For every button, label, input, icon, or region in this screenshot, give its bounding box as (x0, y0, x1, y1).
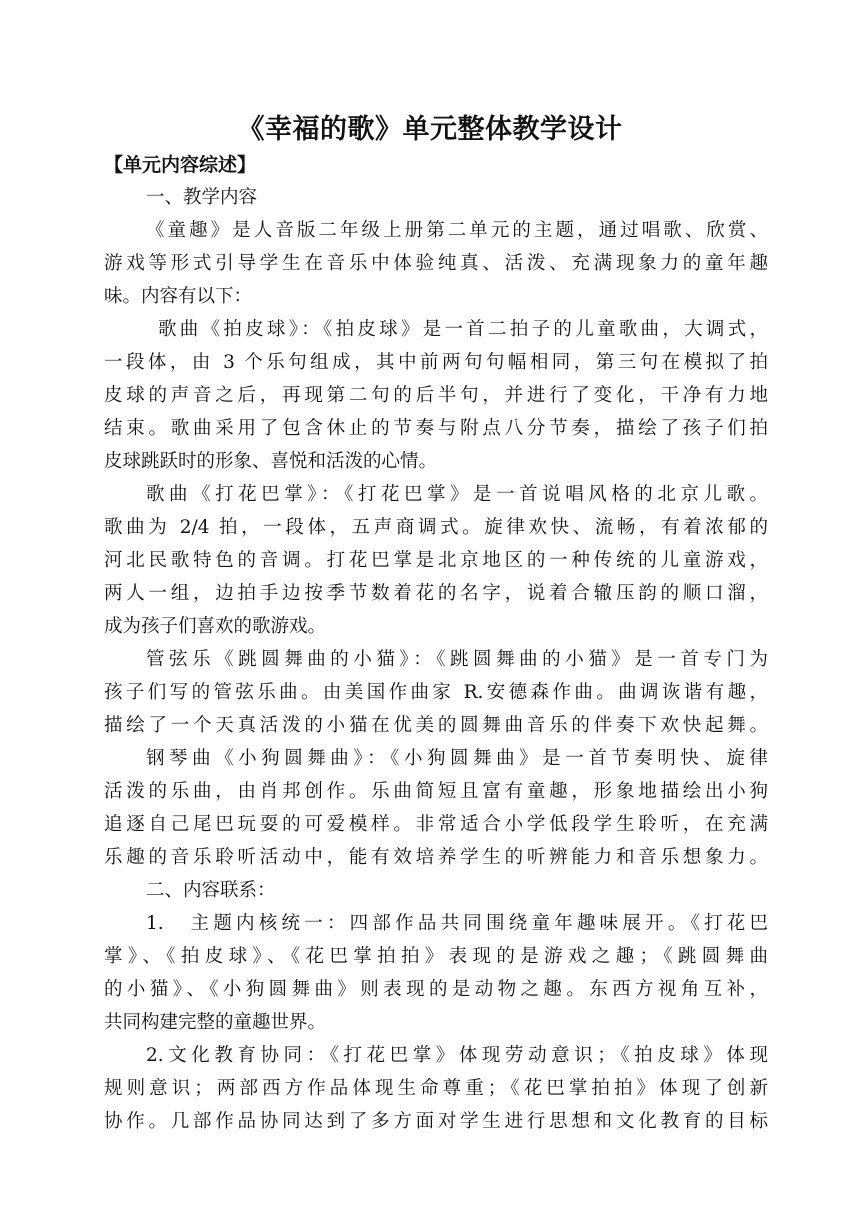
paragraph-line: 活泼的乐曲，由肖邦创作。乐曲简短且富有童趣，形象地描绘出小狗 (104, 781, 768, 802)
paragraph-line: 歌曲《拍皮球》：《拍皮球》是一首二拍子的儿童歌曲，大调式， (158, 319, 768, 340)
paragraph-line: 歌曲为 2/4 拍，一段体，五声商调式。旋律欢快、流畅，有着浓郁的 (104, 517, 768, 538)
paragraph-line: 乐趣的音乐聆听活动中，能有效培养学生的听辨能力和音乐想象力。 (104, 847, 768, 868)
paragraph-line: 皮球跳跃时的形象、喜悦和活泼的心情。 (104, 451, 438, 472)
section-heading: 【单元内容综述】 (104, 154, 257, 176)
document-title: 《幸福的歌》单元整体教学设计 (237, 114, 623, 145)
paragraph-line: 掌》、《拍皮球》、《花巴掌拍拍》表现的是游戏之趣；《跳圆舞曲 (104, 946, 768, 967)
paragraph-line: 2.文化教育协同：《打花巴掌》体现劳动意识；《拍皮球》体现 (146, 1045, 768, 1066)
paragraph-line: 描绘了一个天真活泼的小猫在优美的圆舞曲音乐的伴奏下欢快起舞。 (104, 715, 768, 736)
paragraph-line: 规则意识；两部西方作品体现生命尊重；《花巴掌拍拍》体现了创新 (104, 1078, 768, 1099)
paragraph-line: 一段体，由 3 个乐句组成，其中前两句句幅相同，第三句在模拟了拍 (104, 352, 768, 373)
paragraph-line: 味。内容有以下： (104, 286, 253, 307)
subheading-content-links: 二、内容联系： (146, 880, 276, 901)
paragraph-line: 歌曲《打花巴掌》：《打花巴掌》是一首说唱风格的北京儿歌。 (146, 484, 768, 505)
paragraph-line: 《童趣》是人音版二年级上册第二单元的主题，通过唱歌、欣赏、 (146, 220, 768, 241)
paragraph-line: 成为孩子们喜欢的歌游戏。 (104, 616, 327, 637)
paragraph-line: 管弦乐《跳圆舞曲的小猫》：《跳圆舞曲的小猫》是一首专门为 (146, 649, 768, 670)
paragraph-line: 孩子们写的管弦乐曲。由美国作曲家 R.安德森作曲。曲调诙谐有趣， (104, 682, 768, 703)
paragraph-line: 两人一组，边拍手边按季节数着花的名字，说着合辙压韵的顺口溜， (104, 583, 768, 604)
paragraph-line: 游戏等形式引导学生在音乐中体验纯真、活泼、充满现象力的童年趣 (104, 253, 768, 274)
paragraph-line: 协作。几部作品协同达到了多方面对学生进行思想和文化教育的目标 (104, 1111, 768, 1132)
paragraph-line: 共同构建完整的童趣世界。 (104, 1012, 327, 1033)
subheading-teaching-content: 一、教学内容 (146, 187, 258, 208)
paragraph-line: 河北民歌特色的音调。打花巴掌是北京地区的一种传统的儿童游戏， (104, 550, 768, 571)
paragraph-line: 皮球的声音之后，再现第二句的后半句，并进行了变化，干净有力地 (104, 385, 768, 406)
paragraph-line: 的小猫》、《小狗圆舞曲》则表现的是动物之趣。东西方视角互补， (104, 979, 768, 1000)
paragraph-line: 追逐自己尾巴玩耍的可爱模样。非常适合小学低段学生聆听，在充满 (104, 814, 768, 835)
paragraph-line: 钢琴曲《小狗圆舞曲》：《小狗圆舞曲》是一首节奏明快、旋律 (146, 748, 768, 769)
paragraph-line: 结束。歌曲采用了包含休止的节奏与附点八分节奏，描绘了孩子们拍 (104, 418, 768, 439)
paragraph-line: 1. 主题内核统一：四部作品共同围绕童年趣味展开。《打花巴 (146, 913, 768, 934)
